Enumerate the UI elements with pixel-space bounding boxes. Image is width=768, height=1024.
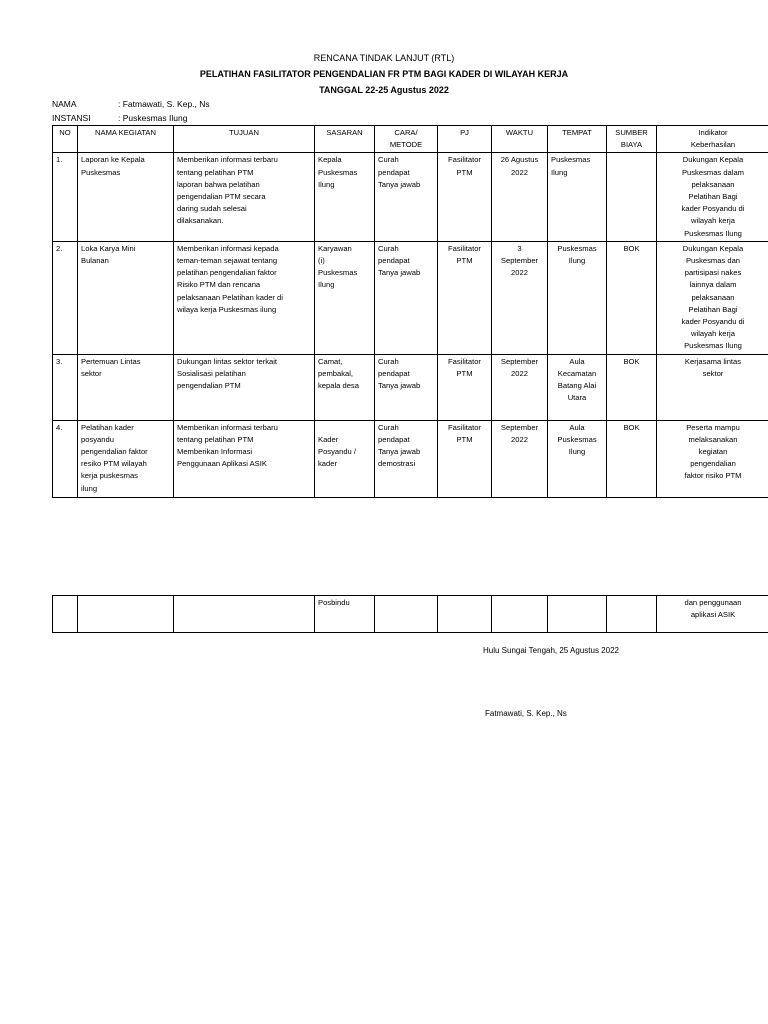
cell-tempat: [548, 596, 607, 633]
table-header-row: [53, 126, 768, 153]
cell-nama-kegiatan: [78, 596, 174, 633]
rtl-table-continuation: [52, 595, 768, 633]
column-header-sasaran: SASARAN: [315, 126, 375, 153]
cell-tempat: Aula Kecamatan Batang Alai Utara: [548, 354, 607, 420]
cell-sumber-biaya: [607, 596, 657, 633]
cell-cara-metode: Curah pendapat Tanya jawab demostrasi: [375, 420, 438, 497]
cell-no: [53, 596, 78, 633]
cell-tujuan: Memberikan informasi kepada teman-teman sejawat tentang pelatihan pengendalian faktor Risiko PTM dan rencana pelaksanaan Pelatihan kader di wilaya kerja Puskesmas ilung: [174, 241, 315, 354]
nama-label: NAMA: [52, 99, 77, 109]
cell-indikator: Peserta mampu melaksanakan kegiatan pengendalian faktor risiko PTM: [657, 420, 768, 497]
cell-nama-kegiatan: Loka Karya Mini Bulanan: [78, 241, 174, 354]
cell-cara-metode: Curah pendapat Tanya jawab: [375, 153, 438, 241]
cell-indikator: Dukungan Kepala Puskesmas dan partisipasi nakes lainnya dalam pelaksanaan Pelatihan Bagi kader Posyandu di wilayah kerja Puskesmas Ilung: [657, 241, 768, 354]
column-header-pj: PJ: [438, 126, 492, 153]
cell-sumber-biaya: BOK: [607, 354, 657, 420]
table-row: [53, 241, 768, 354]
column-header-indikator: Indikator Keberhasilan: [657, 126, 768, 153]
column-header-cara-metode: CARA/ METODE: [375, 126, 438, 153]
cell-sumber-biaya: BOK: [607, 241, 657, 354]
cell-tujuan: [174, 596, 315, 633]
table-row: [53, 596, 768, 633]
instansi-value: : Puskesmas Ilung: [118, 113, 188, 123]
cell-tujuan: Dukungan lintas sektor terkait Sosialisasi pelatihan pengendalian PTM: [174, 354, 315, 420]
cell-sasaran: Karyawan (i) Puskesmas Ilung: [315, 241, 375, 354]
table-row: [53, 354, 768, 420]
cell-no: 2.: [53, 241, 78, 354]
cell-waktu: September 2022: [492, 420, 548, 497]
cell-sasaran: Kepala Puskesmas Ilung: [315, 153, 375, 241]
nama-line: [52, 99, 210, 109]
column-header-no: NO: [53, 126, 78, 153]
instansi-line: [52, 113, 187, 123]
document-date: TANGGAL 22-25 Agustus 2022: [319, 85, 449, 95]
table-row: [53, 153, 768, 241]
column-header-tempat: TEMPAT: [548, 126, 607, 153]
nama-value: : Fatmawati, S. Kep., Ns: [118, 99, 210, 109]
cell-nama-kegiatan: Pelatihan kader posyandu pengendalian faktor resiko PTM wilayah kerja puskesmas ilung: [78, 420, 174, 497]
cell-sasaran: Posbindu: [315, 596, 375, 633]
cell-tujuan: Memberikan informasi terbaru tentang pelatihan PTM Memberikan Informasi Penggunaan Aplikasi ASIK: [174, 420, 315, 497]
column-header-nama-kegiatan: NAMA KEGIATAN: [78, 126, 174, 153]
cell-waktu: 3 September 2022: [492, 241, 548, 354]
cell-cara-metode: Curah pendapat Tanya jawab: [375, 241, 438, 354]
cell-no: 4.: [53, 420, 78, 497]
column-header-sumber-biaya: SUMBER BIAYA: [607, 126, 657, 153]
cell-cara-metode: Curah pendapat Tanya jawab: [375, 354, 438, 420]
column-header-waktu: WAKTU: [492, 126, 548, 153]
cell-tujuan: Memberikan informasi terbaru tentang pelatihan PTM laporan bahwa pelatihan pengendalian PTM secara daring sudah selesai dilaksanakan.: [174, 153, 315, 241]
cell-nama-kegiatan: Pertemuan Lintas sektor: [78, 354, 174, 420]
cell-no: 3.: [53, 354, 78, 420]
instansi-label: INSTANSI: [52, 113, 91, 123]
cell-pj: Fasilitator PTM: [438, 420, 492, 497]
cell-tempat: Puskesmas Ilung: [548, 153, 607, 241]
column-header-tujuan: TUJUAN: [174, 126, 315, 153]
cell-sumber-biaya: [607, 153, 657, 241]
cell-indikator: Dukungan Kepala Puskesmas dalam pelaksanaan Pelatihan Bagi kader Posyandu di wilayah kerja Puskesmas Ilung: [657, 153, 768, 241]
cell-cara-metode: [375, 596, 438, 633]
cell-no: 1.: [53, 153, 78, 241]
cell-sumber-biaya: BOK: [607, 420, 657, 497]
document-subtitle: PELATIHAN FASILITATOR PENGENDALIAN FR PTM BAGI KADER DI WILAYAH KERJA: [199, 69, 569, 79]
cell-waktu: September 2022: [492, 354, 548, 420]
place-date: Hulu Sungai Tengah, 25 Agustus 2022: [483, 646, 619, 655]
cell-pj: Fasilitator PTM: [438, 153, 492, 241]
cell-indikator: dan penggunaan aplikasi ASIK: [657, 596, 768, 633]
cell-indikator: Kerjasama lintas sektor: [657, 354, 768, 420]
cell-tempat: Aula Puskesmas Ilung: [548, 420, 607, 497]
cell-sasaran: Camat, pembakal, kepala desa: [315, 354, 375, 420]
signer-name: Fatmawati, S. Kep., Ns: [485, 709, 567, 718]
cell-pj: [438, 596, 492, 633]
document-title: RENCANA TINDAK LANJUT (RTL): [313, 53, 455, 63]
cell-pj: Fasilitator PTM: [438, 354, 492, 420]
cell-waktu: [492, 596, 548, 633]
cell-waktu: 26 Agustus 2022: [492, 153, 548, 241]
cell-tempat: Puskesmas Ilung: [548, 241, 607, 354]
rtl-table: [52, 125, 768, 498]
cell-nama-kegiatan: Laporan ke Kepala Puskesmas: [78, 153, 174, 241]
cell-pj: Fasilitator PTM: [438, 241, 492, 354]
table-row: [53, 420, 768, 497]
cell-sasaran: Kader Posyandu / kader: [315, 420, 375, 497]
